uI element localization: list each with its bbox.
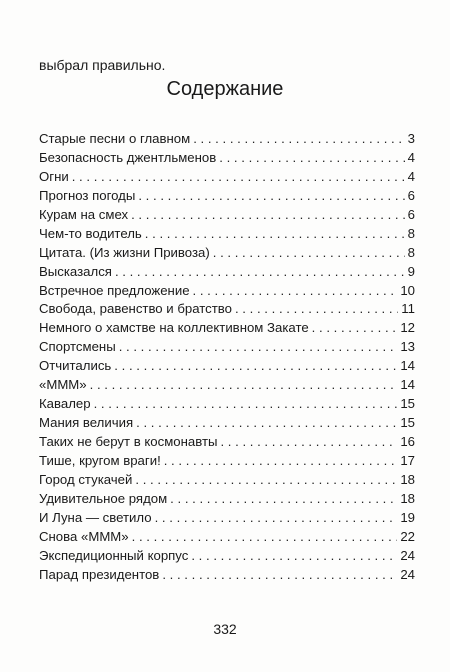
page-title: Содержание: [166, 78, 284, 100]
toc-entry-title: Город стукачей: [39, 471, 133, 487]
toc-entry-title: Тише, кругом враги!: [39, 452, 161, 468]
toc-entry-page: 8: [407, 225, 415, 241]
toc-entry-title: Парад президентов: [39, 566, 160, 582]
toc-entry: [39, 452, 415, 471]
toc-entry-title: Удивительное рядом: [39, 490, 168, 506]
toc-dot-leader: [193, 282, 398, 301]
toc-entry-page: 19: [400, 509, 415, 525]
toc-entry-page: 3: [407, 131, 415, 146]
toc-entry-page: 18: [400, 471, 415, 487]
toc-entry: [39, 490, 415, 509]
toc-entry-title: Мания величия: [39, 415, 134, 431]
page-number: 332: [213, 621, 237, 637]
toc-entry-page: 9: [407, 263, 415, 279]
toc-entry-page: 11: [401, 301, 415, 317]
toc-entry-title: Прогноз погоды: [39, 187, 136, 203]
toc-entry-page: 8: [407, 244, 415, 260]
toc-dot-leader: [235, 300, 398, 319]
toc-entry: [39, 168, 415, 187]
toc-entry-page: 6: [407, 187, 415, 203]
toc-dot-leader: [155, 509, 398, 528]
toc-entry-page: 10: [400, 282, 415, 298]
toc-dot-leader: [145, 225, 405, 244]
toc-dot-leader: [162, 566, 397, 585]
toc-entry: [39, 528, 415, 547]
toc-entry-page: 4: [407, 149, 415, 165]
toc-entry: [39, 433, 415, 452]
table-of-contents: [39, 130, 415, 585]
toc-dot-leader: [114, 357, 397, 376]
toc-entry-title: И Луна — светило: [39, 509, 152, 525]
toc-entry-title: Высказался: [39, 263, 112, 279]
toc-entry: [39, 300, 415, 319]
toc-dot-leader: [164, 452, 398, 471]
toc-entry-page: 16: [400, 434, 415, 449]
toc-entry: [39, 130, 415, 149]
toc-entry-title: Старые песни о главном: [39, 131, 191, 146]
toc-entry: [39, 263, 415, 282]
toc-dot-leader: [90, 376, 398, 395]
intro-text: выбрал правильно.: [39, 57, 166, 73]
toc-entry: [39, 338, 415, 357]
toc-entry-title: Немного о хамстве на коллективном Закате: [39, 320, 309, 336]
toc-entry-page: 17: [400, 452, 415, 468]
toc-dot-leader: [115, 263, 405, 282]
toc-entry-title: Цитата. (Из жизни Привоза): [39, 244, 210, 260]
toc-entry-page: 6: [407, 206, 415, 222]
toc-entry-title: Отчитались: [39, 358, 112, 374]
toc-dot-leader: [312, 319, 398, 338]
toc-entry-page: 14: [400, 358, 415, 374]
toc-dot-leader: [191, 547, 397, 566]
toc-entry-page: 22: [400, 528, 415, 544]
toc-entry-title: Чем-то водитель: [39, 225, 142, 241]
toc-dot-leader: [220, 433, 397, 452]
toc-entry-title: Спортсмены: [39, 339, 116, 355]
toc-entry: [39, 471, 415, 490]
toc-entry: [39, 357, 415, 376]
toc-entry: [39, 225, 415, 244]
toc-entry-page: 18: [400, 490, 415, 506]
toc-dot-leader: [135, 471, 397, 490]
toc-entry: [39, 395, 415, 414]
toc-entry-page: 4: [407, 168, 415, 184]
toc-entry-title: Курам на смех: [39, 206, 129, 222]
toc-entry-title: Огни: [39, 168, 69, 184]
toc-entry: [39, 319, 415, 338]
toc-entry-page: 12: [400, 320, 415, 336]
toc-entry-title: Встречное предложение: [39, 282, 190, 298]
toc-entry-page: 15: [400, 415, 415, 431]
toc-entry-title: Снова «МММ»: [39, 528, 129, 544]
toc-entry-page: 24: [400, 566, 415, 582]
toc-entry-page: 13: [400, 339, 415, 355]
toc-dot-leader: [170, 490, 397, 509]
toc-entry: [39, 244, 415, 263]
toc-dot-leader: [72, 168, 405, 187]
toc-dot-leader: [219, 149, 404, 168]
toc-entry-page: 14: [400, 377, 415, 393]
toc-dot-leader: [131, 206, 405, 225]
toc-dot-leader: [138, 187, 404, 206]
toc-entry-title: Таких не берут в космонавты: [39, 434, 218, 449]
toc-entry-title: Кавалер: [39, 396, 91, 412]
toc-entry-title: Безопасность джентльменов: [39, 149, 217, 165]
toc-entry: [39, 547, 415, 566]
toc-entry-page: 15: [400, 396, 415, 412]
toc-entry-title: «МММ»: [39, 377, 87, 393]
toc-entry: [39, 187, 415, 206]
toc-dot-leader: [94, 395, 398, 414]
toc-entry: [39, 509, 415, 528]
toc-entry: [39, 566, 415, 585]
toc-entry: [39, 376, 415, 395]
toc-dot-leader: [119, 338, 398, 357]
toc-entry: [39, 414, 415, 433]
toc-entry-page: 24: [400, 547, 415, 563]
toc-entry: [39, 149, 415, 168]
toc-entry: [39, 282, 415, 301]
toc-dot-leader: [193, 130, 404, 149]
toc-dot-leader: [132, 528, 398, 547]
toc-dot-leader: [136, 414, 397, 433]
toc-entry: [39, 206, 415, 225]
toc-entry-title: Свобода, равенство и братство: [39, 301, 232, 317]
toc-dot-leader: [213, 244, 405, 263]
toc-entry-title: Экспедиционный корпус: [39, 547, 189, 563]
